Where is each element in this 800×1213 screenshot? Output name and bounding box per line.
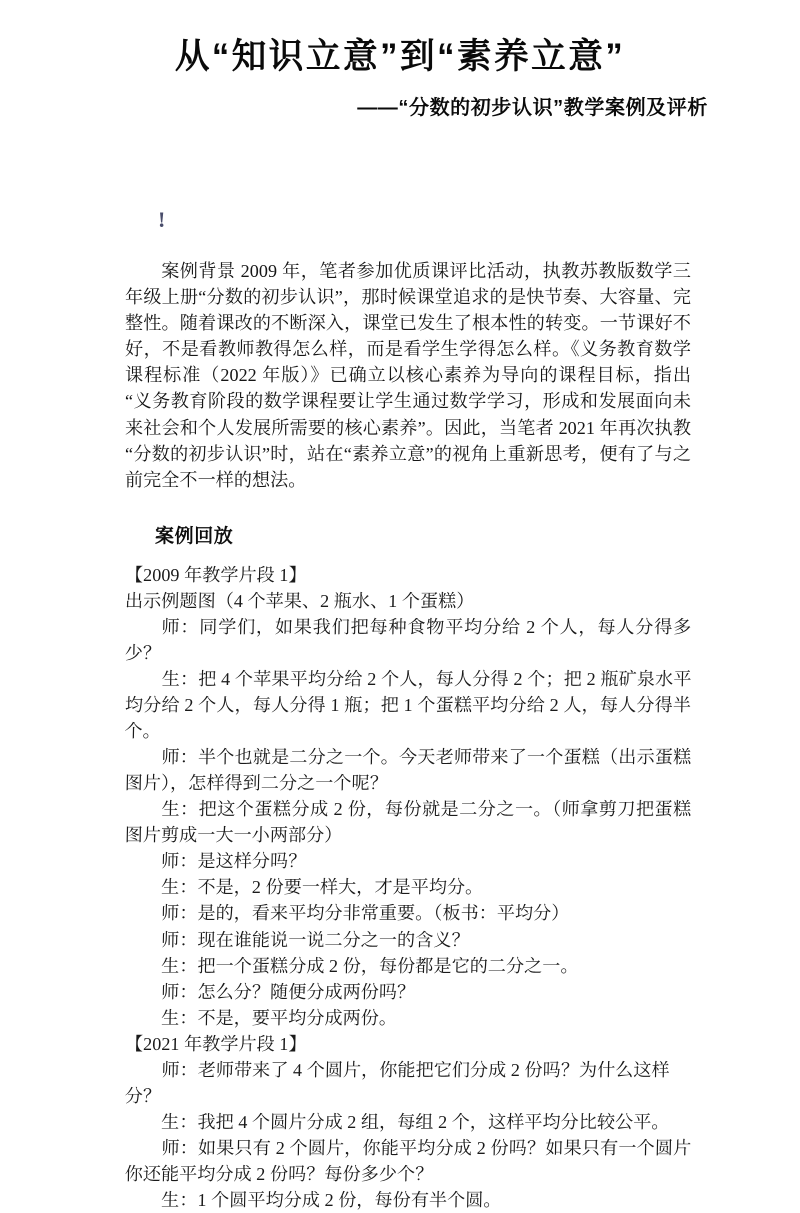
segment-label-2009: 【2009 年教学片段 1】 xyxy=(124,564,307,585)
background-paragraph: 案例背景 2009 年，笔者参加优质课评比活动，执教苏教版数学三年级上册“分数的初步认识”，那时候课堂追求的是快节奏、大容量、完整性。随着课改的不断深入，课堂已发生了根本性的转变。一节课好不好，不是看教师教得怎么样，而是看学生学得怎么样。《义务教育数学课程标准（2022 年版）》已确立以核心素养为导向的课程目标，指出“义务教育阶段的数学课程要让学生通过数学学习，形成和发展面向未来社会和个人发展所需要的核心素养”。因此，当笔者 2021 年再次执教“分数的初步认识”时，站在“素养立意”的视角上重新思考，便有了与之前完全不一样的想法。 xyxy=(125,261,691,490)
dialogue-line: 生：把一个蛋糕分成 2 份，每份都是它的二分之一。 xyxy=(160,955,579,976)
title-block xyxy=(0,34,800,122)
spacer xyxy=(125,493,691,524)
transcript-2009 xyxy=(125,562,691,1031)
dialogue-line: 生：不是，2 份要一样大，才是平均分。 xyxy=(160,877,484,898)
transcript-2021 xyxy=(125,1031,691,1213)
dialogue-line: 生：我把 4 个圆片分成 2 组，每组 2 个，这样平均分比较公平。 xyxy=(160,1111,670,1132)
stage-direction-2009: 出示例题图（4 个苹果、2 瓶水、1 个蛋糕） xyxy=(124,590,475,611)
page-title: 从“知识立意”到“素养立意” xyxy=(174,37,626,76)
dialogue-line: 师：是的，看来平均分非常重要。（板书：平均分） xyxy=(160,903,570,924)
dialogue-line: 师：如果只有 2 个圆片，你能平均分成 2 份吗？如果只有一个圆片你还能平均分成 2 份吗？每份多少个？ xyxy=(124,1137,692,1184)
dialogue-line: 师：现在谁能说一说二分之一的含义？ xyxy=(160,929,470,950)
ink-artifact-mark: ! xyxy=(158,207,166,232)
page-subtitle: ——“分数的初步认识”教学案例及评析 xyxy=(357,97,708,119)
dialogue-line: 生：把这个蛋糕分成 2 份，每份就是二分之一。（师拿剪刀把蛋糕图片剪成一大一小两部分） xyxy=(124,799,692,846)
dialogue-line: 师：同学们，如果我们把每种食物平均分给 2 个人，每人分得多少？ xyxy=(124,616,692,663)
dialogue-line: 师：怎么分？随便分成两份吗？ xyxy=(160,981,416,1002)
spacer xyxy=(125,550,691,562)
dialogue-line: 生：不是，要平均分成两份。 xyxy=(160,1007,398,1028)
dialogue-line: 生：1 个圆平均分成 2 份，每份有半个圆。 xyxy=(160,1189,502,1210)
dialogue-line: 师：半个也就是二分之一个。今天老师带来了一个蛋糕（出示蛋糕图片），怎样得到二分之一个呢？ xyxy=(124,747,692,794)
subtitle-row xyxy=(0,94,800,122)
dialogue-line: 师：是这样分吗？ xyxy=(160,851,307,872)
segment-label-2021: 【2021 年教学片段 1】 xyxy=(124,1033,307,1054)
dialogue-line: 师：老师带来了 4 个圆片，你能把它们分成 2 份吗？为什么这样分？ xyxy=(124,1059,670,1106)
body-column xyxy=(125,258,691,1213)
section-heading-case-review: 案例回放 xyxy=(155,525,234,547)
dialogue-line: 生：把 4 个苹果平均分给 2 个人，每人分得 2 个；把 2 瓶矿泉水平均分给 2 个人，每人分得 1 瓶；把 1 个蛋糕平均分给 2 人，每人分得半个。 xyxy=(124,669,692,742)
